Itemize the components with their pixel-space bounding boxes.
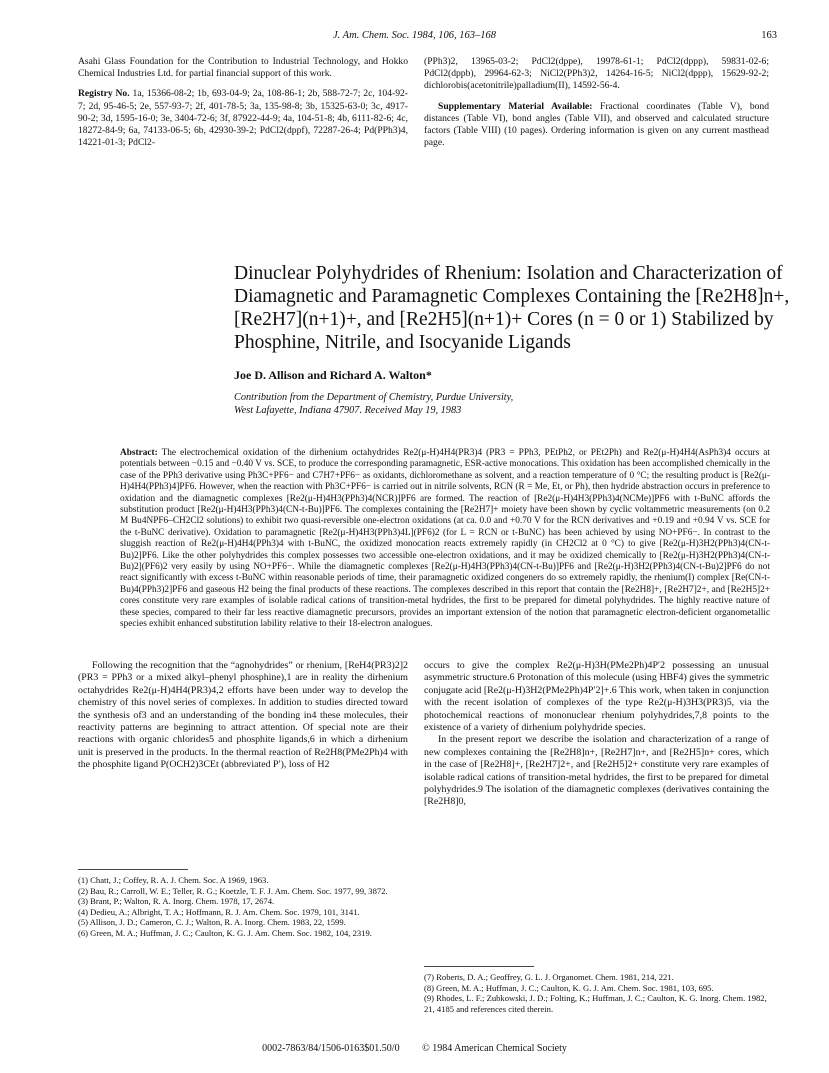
- footnotes-right: [424, 972, 769, 1014]
- footnote: (6) Green, M. A.; Huffman, J. C.; Caulton, K. G. J. Am. Chem. Soc. 1982, 104, 2319.: [78, 927, 372, 938]
- registry-label: Registry No.: [78, 88, 130, 100]
- footnote: (9) Rhodes, L. F.; Zubkowski, J. D.; Folting, K.; Huffman, J. C.; Caulton, K. G. Inorg. Chem. 1982, 21, 4185 and references cited therein.: [424, 993, 767, 1014]
- affiliation-line-1: Contribution from the Department of Chemistry, Purdue University,: [234, 392, 514, 403]
- footnote-rule: [424, 966, 534, 967]
- body-paragraph: occurs to give the complex Re2(μ-H)3H(PMe2Ph)4P′2 possessing an unusual asymmetric structure.6 Protonation of this molecule (using HBF4) gives the symmetric conjugate acid [Re2(μ-H)3H2(PMe2Ph)4P′2]+.6 This work, when taken in conjunction with the recent isolation of complexes of the type Re2(μ-H)3H3(PR3)5, via the photochemical reactions of mononuclear rhenium polyhydrides,7,8 points to the existence of a variety of dirhenium polyhydride species.: [424, 660, 769, 734]
- abstract: [120, 448, 770, 631]
- article-code: 0002-7863/84/1506-0163$01.50/0: [262, 1043, 400, 1054]
- body-paragraph: Following the recognition that the “agnohydrides” or rhenium, [ReH4(PR3)2]2 (PR3 = PPh3 or a mixed alkyl–phenyl phosphine),1 are in reality the dirhenium octahydrides Re2(μ-H)4H4(PR3)4,2 efforts have been under way to develop the chemistry of this novel series of complexes. In addition to studies directed toward the synthesis of3 and an understanding of the bonding in4 these molecules, their reactivity patterns are beginning to attract attention. Of special note are their reactions with organic chlorides5 and phosphite ligands,6 in which a dirhenium unit is preserved in the products. In the thermal reaction of Re2H8(PMe2Ph)4 with the phosphite ligand P(OCH2)3CEt (abbreviated P′), loss of H2: [78, 660, 408, 771]
- footnotes-left: [78, 875, 408, 939]
- body-paragraph: In the present report we describe the isolation and characterization of a range of new complexes containing the [Re2H8]n+, [Re2H7]n+, and [Re2H5]n+ cores, which in the case of [Re2H8]+, [Re2H7]2+, and [Re2H5]2+ constitute very rare examples of isolable radical cations of transition-metal hydrides, the first to be prepared for dimetal polyhydrides.9 The isolation of the diamagnetic complexes (derivatives containing the [Re2H8]0,: [424, 734, 769, 808]
- footnote-rule: [78, 869, 188, 870]
- article-authors: Joe D. Allison and Richard A. Walton*: [234, 368, 432, 382]
- top-right-column: [424, 56, 769, 149]
- page-footer: [0, 1043, 829, 1054]
- footnote: (5) Allison, J. D.; Cameron, C. J.; Walton, R. A. Inorg. Chem. 1983, 22, 1599.: [78, 917, 346, 928]
- footnote: (3) Brant, P.; Walton, R. A. Inorg. Chem. 1978, 17, 2674.: [78, 896, 275, 907]
- footnote: (8) Green, M. A.; Huffman, J. C.; Caulton, K. G. J. Am. Chem. Soc. 1981, 103, 695.: [424, 982, 714, 993]
- top-left-column: [78, 56, 408, 149]
- copyright: © 1984 American Chemical Society: [422, 1043, 567, 1054]
- footnote: (1) Chatt, J.; Coffey, R. A. J. Chem. Soc. A 1969, 1963.: [78, 875, 269, 885]
- article-title: Dinuclear Polyhydrides of Rhenium: Isolation and Characterization of Diamagnetic and Paramagnetic Complexes Containing the [Re2H8]n+, [Re2H7](n+1)+, and [Re2H5](n+1)+ Cores (n = 0 or 1) Stabilized by Phosphine, Nitrile, and Isocyanide Ligands: [234, 263, 790, 353]
- supplementary-text: Fractional coordinates (Table V), bond distances (Table VI), bond angles (Table VII), and observed and calculated structure factors (Table VIII) (10 pages). Ordering information is given on any current masthead page.: [424, 100, 770, 149]
- supplementary-material: [424, 101, 769, 150]
- registry-continued: (PPh3)2, 13965-03-2; PdCl2(dppe), 19978-61-1; PdCl2(dppp), 59831-02-6; PdCl2(dppb), 29964-62-3; NiCl2(PPh3)2, 14264-16-5; NiCl2(dppp), 15629-92-2; dichlorobis(acetonitrile)palladium(II), 14592-56-4.: [424, 56, 769, 92]
- body-left-column: [78, 660, 408, 772]
- footnote: (2) Bau, R.; Carroll, W. E.; Teller, R. G.; Koetzle, T. F. J. Am. Chem. Soc. 1977, 99, 3872.: [78, 885, 388, 896]
- affiliation-line-2: West Lafayette, Indiana 47907. Received May 19, 1983: [234, 405, 462, 416]
- abstract-label: Abstract:: [120, 448, 158, 458]
- acknowledgment: Asahi Glass Foundation for the Contribution to Industrial Technology, and Hokko Chemical Industries Ltd. for partial financial support of this work.: [78, 56, 408, 80]
- body-right-column: [424, 660, 769, 809]
- supplementary-label: Supplementary Material Available:: [438, 100, 593, 112]
- registry-text: 1a, 15366-08-2; 1b, 693-04-9; 2a, 108-86-1; 2b, 588-72-7; 2c, 104-92-7; 2d, 95-46-5; 2e, 557-93-7; 2f, 401-78-5; 3a, 135-98-8; 3b, 15325-63-0; 3c, 4917-90-2; 3d, 1595-16-0; 3e, 3404-72-6; 3f, 87922-44-9; 4a, 104-51-8; 4b, 6111-82-6; 4c, 18272-84-9; 6a, 74133-06-5; 6b, 42930-39-2; PdCl2(dppf), 72287-26-4; Pd(PPh3)4, 14221-01-3; PdCl2-: [78, 88, 409, 149]
- footnote: (4) Dedieu, A.; Albright, T. A.; Hoffmann, R. J. Am. Chem. Soc. 1979, 101, 3141.: [78, 906, 360, 917]
- article-affiliation: [234, 391, 513, 417]
- journal-citation: J. Am. Chem. Soc. 1984, 106, 163–168: [332, 30, 497, 41]
- abstract-text: The electrochemical oxidation of the dirhenium octahydrides Re2(μ-H)4H4(PR3)4 (PR3 = PPh3, PEtPh2, or PEt2Ph) and Re2(μ-H)4H4(AsPh3)4 occurs at potentials between −0.15 and −0.40 V vs. SCE, to produce the corresponding paramagnetic, ESR-active monocations. This oxidation has been accomplished chemically in the case of the PPh3 derivative using Ph3C+PF6− and C7H7+PF6− as oxidants, dichloromethane as solvent, and a reaction temperature of 0 °C; the resulting product is [Re2(μ-H)4H4(PPh3)4]PF6. However, when the reaction with Ph3C+PF6− is carried out in nitrile solvents, RCN (R = Me, Et, or Ph), then hydride abstraction occurs in preference to oxidation and the diamagnetic complexes [Re2(μ-H)4H3(PPh3)4(NCR)]PF6 are formed. The reaction of [Re2(μ-H)4H3(PPh3)4(NCMe)]PF6 with t-BuNC affords the substitution product [Re2(μ-H)4H3(PPh3)4(CN-t-Bu)]PF6. The complexes containing the [Re2H7]+ moiety have been shown by cyclic voltammetric measurements (on 0.2 M Bu4NPF6–CH2Cl2 solutions) to exhibit two quasi-reversible one-electron oxidations (at ca. 0.0 and +0.70 V for the RCN derivatives and +0.19 and +0.94 V vs. SCE for the t-BuNC derivative). Oxidation to paramagnetic [Re2(μ-H)4H3(PPh3)4L](PF6)2 (for L = RCN or t-BuNC) has been achieved by using NO+PF6−. In contrast to the sluggish reaction of Re2(μ-H)4H4(PPh3)4 with t-BuNC, the oxidized monocation reacts extremely rapidly (in CH2Cl2 at 0 °C) to give [Re2(μ-H)3H2(PPh3)4(CN-t-Bu)2]PF6. Like the other polyhydrides this complex possesses two accessible one-electron oxidations, and it may be oxidized chemically to [Re2(μ-H)3H2(PPh3)4(CN-t-Bu)2](PF6)2 very easily by using NO+PF6−. While the diamagnetic complexes [Re2(μ-H)4H3(PPh3)4(CN-t-Bu)]PF6 and [Re2(μ-H)3H2(PPh3)4(CN-t-Bu)2]PF6 do not react significantly with excess t-BuNC within reasonable periods of time, their paramagnetic oxidized congeners do so extremely rapidly, the rhenium(I) complex [Re(CN-t-Bu)4(PPh3)2]PF6 and gaseous H2 being the final products of these reactions. The complexes described in this report that contain the [Re2H8]+, [Re2H7]2+, and [Re2H5]2+ cores constitute very rare examples of isolable radical cations of transition-metal hydrides, the first to be prepared for dimetal polyhydrides. The highly reactive nature of these species, compared to their far less reactive diamagnetic precursors, provides an important extension of the notion that paramagnetic electron-deficient organometallic species exhibit enhanced substitution lability relative to their 18-electron analogues.: [120, 448, 771, 630]
- footnote: (7) Roberts, D. A.; Geoffrey, G. L. J. Organomet. Chem. 1981, 214, 221.: [424, 972, 674, 982]
- registry-numbers: [78, 88, 408, 149]
- page-number: 163: [761, 30, 777, 41]
